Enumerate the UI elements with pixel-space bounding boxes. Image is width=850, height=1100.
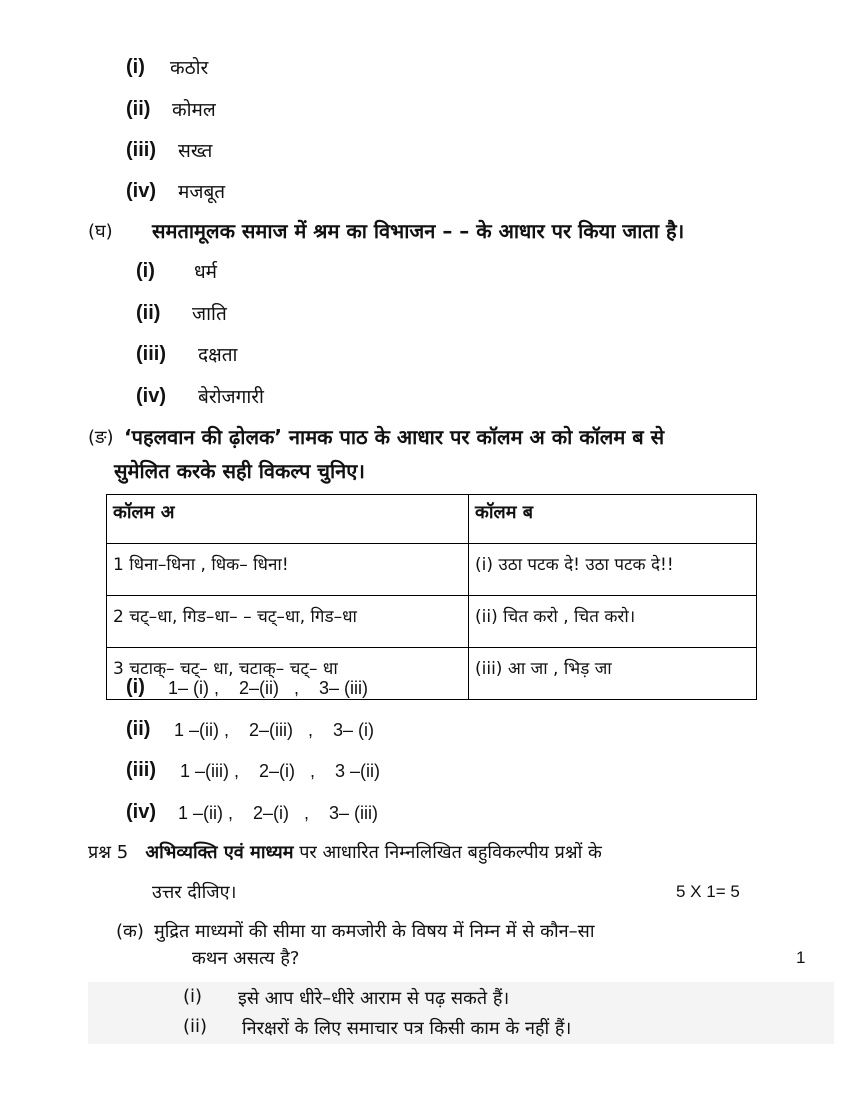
question-label: (ङ) [88, 427, 114, 448]
option-number: (iii) [126, 759, 156, 781]
option-number: (ii) [136, 302, 161, 324]
option-number: (i) [136, 260, 155, 282]
option-text: जाति [192, 303, 227, 325]
option-text: इसे आप धीरे–धीरे आराम से पढ़ सकते हैं। [238, 988, 510, 1009]
table-cell: (ii) चित करो , चित करो। [469, 596, 757, 648]
subquestion-text-continued: कथन असत्य है? [192, 948, 300, 969]
option-text: कोमल [172, 99, 216, 121]
table-cell: (iii) आ जा , भिड़ जा [469, 648, 757, 700]
option-number: (iv) [126, 180, 156, 202]
option-number: (iii) [126, 139, 156, 161]
question-text-continued: सुमेलित करके सही विकल्प चुनिए। [114, 459, 365, 483]
question-text: पर आधारित निम्नलिखित बहुविकल्पीय प्रश्नों के [299, 842, 602, 863]
option-text: दक्षता [198, 344, 238, 366]
option-text: सख्त [178, 140, 213, 162]
question-5-header [88, 840, 602, 864]
table-header-row [107, 495, 757, 544]
option-text: कठोर [170, 57, 209, 79]
question-topic: अभिव्यक्ति एवं माध्यम [145, 842, 294, 863]
table-row [107, 596, 757, 648]
subquestion-text: मुद्रित माध्यमों की सीमा या कमजोरी के विषय में निम्न में से कौन–सा [154, 921, 595, 942]
option-text: बेरोजगारी [198, 386, 264, 408]
option-text: 1 –(iii) , 2–(i) , 3 –(ii) [180, 761, 381, 781]
marks-allocation: 5 X 1= 5 [676, 882, 740, 901]
table-cell: 1 धिना–धिना , धिक– धिना! [107, 544, 469, 596]
table-cell: 2 चट्–धा, गिड–धा– – चट्–धा, गिड–धा [107, 596, 469, 648]
option-text: मजबूत [178, 181, 226, 203]
option-number: (i) [126, 676, 145, 698]
match-table [106, 494, 757, 700]
question-text-continued: उत्तर दीजिए। [152, 882, 237, 903]
table-cell: (i) उठा पटक दे! उठा पटक दे!! [469, 544, 757, 596]
option-text: धर्म [194, 261, 218, 283]
subquestion-mark: 1 [796, 948, 806, 967]
question-label: (घ) [88, 221, 113, 242]
column-b-header: कॉलम ब [469, 495, 757, 544]
question-text: समतामूलक समाज में श्रम का विभाजन – – के आधार पर किया जाता है। [152, 219, 685, 243]
option-number: (iv) [136, 385, 166, 407]
question-text: ‘पहलवान की ढ़ोलक’ नामक पाठ के आधार पर कॉलम अ को कॉलम ब से [124, 425, 665, 449]
option-text: निरक्षरों के लिए समाचार पत्र किसी काम के नहीं हैं। [242, 1018, 572, 1039]
option-text: 1– (i) , 2–(ii) , 3– (iii) [168, 678, 369, 698]
option-number: (i) [183, 986, 203, 1007]
option-number: (iii) [136, 343, 166, 365]
option-number: (i) [126, 56, 145, 78]
option-number: (ii) [126, 718, 151, 740]
table-row [107, 544, 757, 596]
subquestion-label: (क) [116, 921, 144, 942]
column-a-header: कॉलम अ [107, 495, 469, 544]
option-text: 1 –(ii) , 2–(i) , 3– (iii) [178, 803, 379, 823]
table-cell: 3 चटाक्– चट्– धा, चटाक्– चट्– धा [107, 648, 469, 700]
option-number: (iv) [126, 801, 156, 823]
option-number: (ii) [183, 1016, 208, 1037]
question-number: प्रश्न 5 [88, 842, 129, 863]
option-text: 1 –(ii) , 2–(iii) , 3– (i) [174, 720, 375, 740]
option-number: (ii) [126, 98, 151, 120]
